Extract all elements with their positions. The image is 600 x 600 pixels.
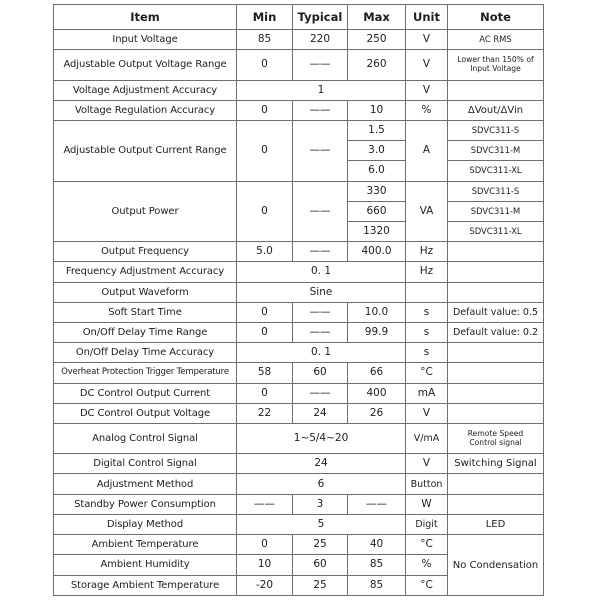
note-cell: SDVC311-S	[448, 120, 544, 140]
typical-cell: ——	[293, 302, 348, 322]
row-label: Input Voltage	[54, 30, 237, 50]
note-line: Lower than 150% of	[457, 55, 534, 65]
unit-cell: V	[406, 80, 448, 100]
unit-cell: Hz	[406, 262, 448, 282]
max-cell: 400	[348, 383, 406, 403]
environment-note-cell: No Condensation	[448, 535, 544, 596]
max-cell: 330	[348, 181, 406, 201]
note-cell	[448, 343, 544, 363]
table-row	[54, 80, 544, 100]
max-cell: 10.0	[348, 302, 406, 322]
typical-cell: 60	[293, 363, 348, 383]
unit-cell: V	[406, 403, 448, 423]
row-label: Output Frequency	[54, 242, 237, 262]
typical-cell: ——	[293, 50, 348, 80]
note-cell	[448, 474, 544, 494]
max-cell: 85	[348, 555, 406, 575]
min-cell: 10	[237, 555, 293, 575]
max-cell: 40	[348, 535, 406, 555]
note-cell: SDVC311-XL	[448, 221, 544, 241]
max-cell: 660	[348, 201, 406, 221]
note-cell: LED	[448, 514, 544, 534]
unit-cell: W	[406, 494, 448, 514]
header-unit: Unit	[406, 5, 448, 30]
row-label: Analog Control Signal	[54, 423, 237, 453]
typical-cell: 220	[293, 30, 348, 50]
unit-cell: mA	[406, 383, 448, 403]
note-cell	[448, 383, 544, 403]
row-label: Overheat Protection Trigger Temperature	[54, 363, 237, 383]
unit-cell: %	[406, 555, 448, 575]
table-row	[54, 30, 544, 50]
table-row	[54, 494, 544, 514]
typical-cell: ——	[293, 322, 348, 342]
typical-cell: ——	[293, 242, 348, 262]
note-cell: ΔVout/ΔVin	[448, 100, 544, 120]
row-label: Output Power	[54, 181, 237, 242]
row-label: Display Method	[54, 514, 237, 534]
unit-cell: Hz	[406, 242, 448, 262]
typical-cell: ——	[293, 181, 348, 242]
table-row	[54, 403, 544, 423]
note-cell: SDVC311-S	[448, 181, 544, 201]
header-row	[54, 5, 544, 30]
value-cell: 0. 1	[237, 262, 406, 282]
row-label: Adjustable Output Current Range	[54, 120, 237, 181]
min-cell: 22	[237, 403, 293, 423]
typical-cell: ——	[293, 120, 348, 181]
unit-cell: °C	[406, 535, 448, 555]
typical-cell: 25	[293, 575, 348, 596]
table-row	[54, 181, 544, 201]
unit-cell: s	[406, 302, 448, 322]
table-row	[54, 322, 544, 342]
table-row	[54, 474, 544, 494]
typical-cell: 24	[293, 403, 348, 423]
note-cell	[448, 50, 544, 80]
note-cell: Default value: 0.5	[448, 302, 544, 322]
min-cell: 0	[237, 322, 293, 342]
max-cell: 260	[348, 50, 406, 80]
note-cell	[448, 282, 544, 302]
row-label: Ambient Temperature	[54, 535, 237, 555]
min-cell: -20	[237, 575, 293, 596]
note-cell: Default value: 0.2	[448, 322, 544, 342]
value-cell: 0. 1	[237, 343, 406, 363]
typical-cell: 60	[293, 555, 348, 575]
min-cell: 0	[237, 535, 293, 555]
table-row	[54, 454, 544, 474]
row-label: Soft Start Time	[54, 302, 237, 322]
note-line: Input Voltage	[470, 63, 521, 73]
note-cell: Switching Signal	[448, 454, 544, 474]
max-cell: ——	[348, 494, 406, 514]
table-row	[54, 535, 544, 555]
value-cell: Sine	[237, 282, 406, 302]
header-note: Note	[448, 5, 544, 30]
typical-cell: 25	[293, 535, 348, 555]
max-cell: 250	[348, 30, 406, 50]
header-max: Max	[348, 5, 406, 30]
table-row	[54, 514, 544, 534]
max-cell: 10	[348, 100, 406, 120]
table-row	[54, 100, 544, 120]
min-cell: 0	[237, 100, 293, 120]
table-row	[54, 383, 544, 403]
typical-cell: ——	[293, 383, 348, 403]
unit-cell: s	[406, 322, 448, 342]
unit-cell: V	[406, 30, 448, 50]
value-cell: 1~5/4~20	[237, 423, 406, 453]
note-cell	[448, 494, 544, 514]
row-label: Standby Power Consumption	[54, 494, 237, 514]
unit-cell: A	[406, 120, 448, 181]
value-cell: 24	[237, 454, 406, 474]
row-label: DC Control Output Current	[54, 383, 237, 403]
unit-cell: VA	[406, 181, 448, 242]
note-line: Remote Speed	[467, 429, 524, 439]
row-label: On/Off Delay Time Range	[54, 322, 237, 342]
row-label: On/Off Delay Time Accuracy	[54, 343, 237, 363]
min-cell: ——	[237, 494, 293, 514]
spec-table	[53, 4, 544, 596]
row-label: Adjustment Method	[54, 474, 237, 494]
unit-cell: V	[406, 454, 448, 474]
max-cell: 3.0	[348, 141, 406, 161]
unit-cell: °C	[406, 575, 448, 596]
row-label: DC Control Output Voltage	[54, 403, 237, 423]
value-cell: 6	[237, 474, 406, 494]
min-cell: 5.0	[237, 242, 293, 262]
unit-cell	[406, 282, 448, 302]
table-row	[54, 262, 544, 282]
min-cell: 58	[237, 363, 293, 383]
table-row	[54, 302, 544, 322]
typical-cell: ——	[293, 100, 348, 120]
note-cell	[448, 363, 544, 383]
max-cell: 26	[348, 403, 406, 423]
max-cell: 1.5	[348, 120, 406, 140]
note-cell	[448, 262, 544, 282]
note-line: Control signal	[469, 437, 522, 447]
unit-cell: s	[406, 343, 448, 363]
max-cell: 85	[348, 575, 406, 596]
min-cell: 85	[237, 30, 293, 50]
note-cell	[448, 242, 544, 262]
row-label: Voltage Regulation Accuracy	[54, 100, 237, 120]
table-row	[54, 282, 544, 302]
row-label: Voltage Adjustment Accuracy	[54, 80, 237, 100]
table-row	[54, 423, 544, 453]
note-cell	[448, 423, 544, 453]
note-cell: SDVC311-XL	[448, 161, 544, 181]
max-cell: 400.0	[348, 242, 406, 262]
row-label: Output Waveform	[54, 282, 237, 302]
unit-cell: V	[406, 50, 448, 80]
table-row	[54, 120, 544, 140]
table-row	[54, 242, 544, 262]
row-label: Adjustable Output Voltage Range	[54, 50, 237, 80]
unit-cell: V/mA	[406, 423, 448, 453]
table-row	[54, 50, 544, 80]
note-cell	[448, 403, 544, 423]
min-cell: 0	[237, 181, 293, 242]
row-label: Ambient Humidity	[54, 555, 237, 575]
unit-cell: %	[406, 100, 448, 120]
min-cell: 0	[237, 302, 293, 322]
row-label: Frequency Adjustment Accuracy	[54, 262, 237, 282]
row-label: Storage Ambient Temperature	[54, 575, 237, 596]
max-cell: 1320	[348, 221, 406, 241]
min-cell: 0	[237, 120, 293, 181]
row-label: Digital Control Signal	[54, 454, 237, 474]
min-cell: 0	[237, 383, 293, 403]
note-cell: AC RMS	[448, 30, 544, 50]
note-cell: SDVC311-M	[448, 201, 544, 221]
unit-cell: Digit	[406, 514, 448, 534]
min-cell: 0	[237, 50, 293, 80]
max-cell: 99.9	[348, 322, 406, 342]
value-cell: 1	[237, 80, 406, 100]
value-cell: 5	[237, 514, 406, 534]
header-item: Item	[54, 5, 237, 30]
table-row	[54, 363, 544, 383]
table-row	[54, 343, 544, 363]
unit-cell: Button	[406, 474, 448, 494]
header-typical: Typical	[293, 5, 348, 30]
max-cell: 66	[348, 363, 406, 383]
max-cell: 6.0	[348, 161, 406, 181]
unit-cell: °C	[406, 363, 448, 383]
header-min: Min	[237, 5, 293, 30]
note-cell	[448, 80, 544, 100]
typical-cell: 3	[293, 494, 348, 514]
note-cell: SDVC311-M	[448, 141, 544, 161]
